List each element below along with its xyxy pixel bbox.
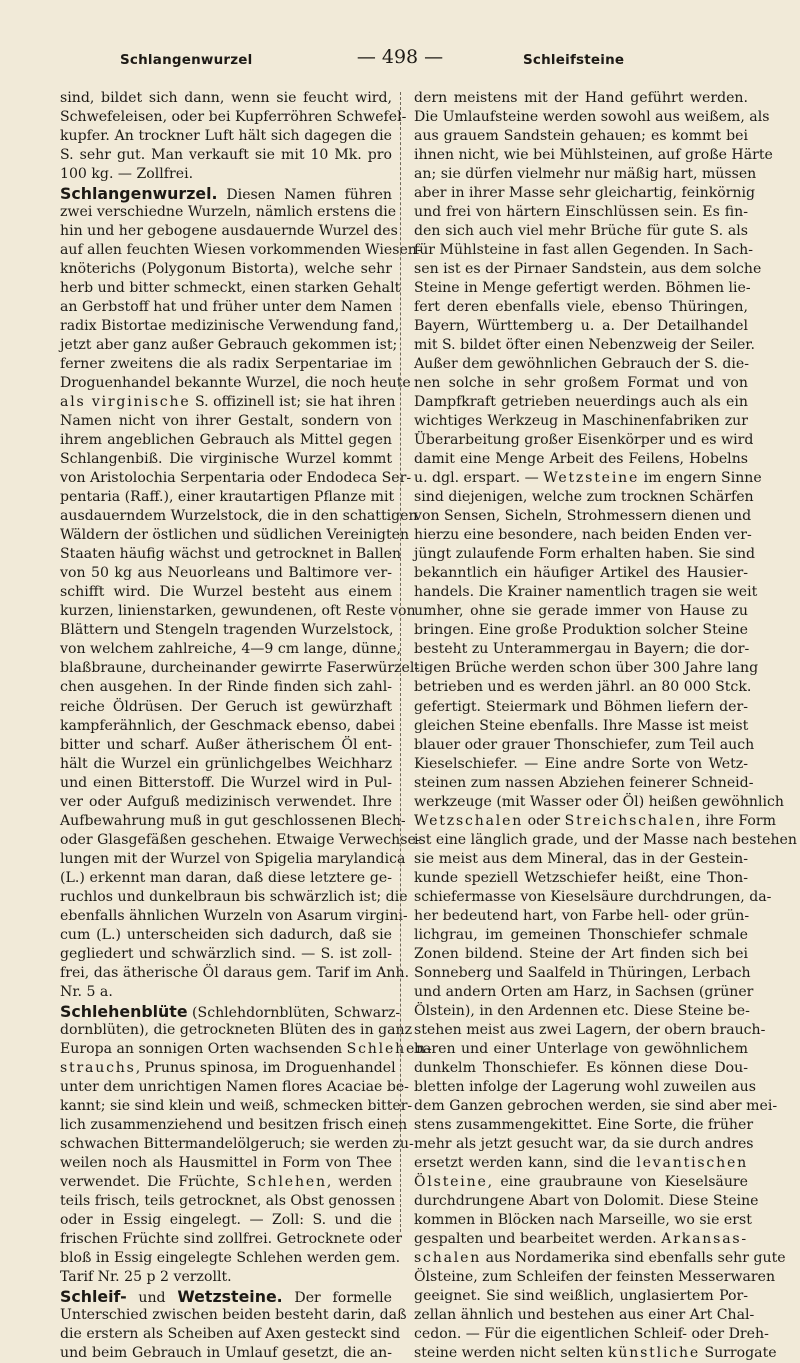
- left-column-line: [60, 450, 392, 469]
- line-text: chen ausgehen. In der Rinde finden sich zahl-: [60, 679, 392, 696]
- spaced-term: Wetzsteine: [543, 470, 640, 487]
- left-column-line: [60, 1268, 392, 1287]
- line-text: frei, das ätherische Öl daraus gem. Tarif im Anh.: [60, 964, 410, 981]
- line-text: Blättern und Stengeln tragenden Wurzelstock,: [60, 622, 394, 639]
- line-text: S. sehr gut. Man verkauft sie mit 10 Mk. pro: [60, 147, 392, 164]
- right-column-line: [414, 203, 748, 222]
- right-column-line: [414, 1135, 754, 1154]
- left-column-line: [60, 222, 398, 241]
- line-text: verwendet. Die Früchte,: [60, 1173, 247, 1190]
- left-column-line: [60, 583, 392, 602]
- left-column-line: [60, 336, 398, 355]
- line-text: lungen mit der Wurzel von Spigelia marylandica: [60, 850, 406, 867]
- right-column-line: [414, 545, 756, 564]
- line-text: (L.) erkennt man daran, daß diese letztere ge-: [60, 869, 392, 886]
- line-text: steine werden nicht selten: [414, 1345, 609, 1362]
- left-column-line: [60, 678, 392, 697]
- left-column-line: [60, 1211, 392, 1230]
- right-column-line: [414, 1249, 786, 1268]
- left-column-line: [60, 279, 401, 298]
- line-text: 100 kg. — Zollfrei.: [60, 166, 194, 183]
- left-column-line: [60, 526, 410, 545]
- line-text: knöterichs (Polygonum Bistorta), welche sehr: [60, 261, 392, 278]
- line-text: Surrogate: [699, 1345, 777, 1362]
- left-column-line: [60, 1192, 396, 1211]
- line-text: im engern Sinne: [639, 470, 762, 487]
- line-text: betrieben und es werden jährl. an 80 000 Stck.: [414, 679, 752, 696]
- right-column-line: [414, 374, 748, 393]
- spaced-term: Streichschalen: [564, 812, 697, 829]
- line-text: , ihre Form: [696, 812, 776, 829]
- right-column-line: [414, 108, 770, 127]
- right-column-line: [414, 526, 752, 545]
- left-column-line: [60, 1021, 413, 1040]
- line-text: dem Ganzen gebrochen werden, sie sind aber mei-: [414, 1097, 778, 1114]
- spaced-term: Arkansas-: [661, 1230, 748, 1247]
- right-column-line: [414, 1344, 777, 1363]
- line-text: bletten infolge der Lagerung wohl zuweilen aus: [414, 1078, 756, 1095]
- line-text: bringen. Eine große Produktion solcher Steine: [414, 622, 748, 639]
- left-column-line: [60, 869, 392, 888]
- right-column-line: [414, 1192, 759, 1211]
- left-column-line: [60, 1154, 392, 1173]
- right-column-line: [414, 355, 748, 374]
- line-text: und: [126, 1289, 178, 1306]
- line-text: mit S. bildet öfter einen Nebenzweig der Seiler.: [414, 337, 755, 354]
- right-column-line: [414, 945, 748, 964]
- right-column-line: [414, 1154, 748, 1173]
- right-column-line: [414, 184, 756, 203]
- right-column-line: [414, 1040, 748, 1059]
- right-column-line: [414, 412, 748, 431]
- line-text: ihrem angeblichen Gebrauch als Mittel gegen: [60, 432, 392, 449]
- line-text: Ölsteine, zum Schleifen der feinsten Messerwaren: [414, 1268, 776, 1285]
- right-column-line: [414, 812, 776, 831]
- line-text: kunde speziell Wetzschiefer heißt, eine Thon-: [414, 869, 748, 886]
- line-text: dern meistens mit der Hand geführt werden.: [414, 90, 748, 106]
- right-column-line: [414, 888, 772, 907]
- left-column-line: [60, 1001, 401, 1021]
- left-column-line: [60, 412, 392, 431]
- left-column-line: [60, 1135, 414, 1154]
- left-column-line: [60, 755, 392, 774]
- left-column-line: [60, 640, 401, 659]
- left-column-line: [60, 1078, 409, 1097]
- line-text: fert deren ebenfalls viele, ebenso Thüringen,: [414, 299, 748, 316]
- left-column-line: [60, 1230, 403, 1249]
- line-text: handels. Die Krainer namentlich tragen sie weit: [414, 584, 758, 601]
- line-text: kupfer. An trockner Luft hält sich dagegen die: [60, 128, 392, 145]
- left-column-line: [60, 659, 420, 678]
- right-column-line: [414, 640, 748, 659]
- line-text: stehen meist aus zwei Lagern, der obern brauch-: [414, 1021, 766, 1038]
- line-text: Unterschied zwischen beiden besteht darin, daß: [60, 1307, 407, 1323]
- line-text: von Sensen, Sicheln, Strohmessern dienen und: [414, 508, 752, 525]
- right-column-line: [414, 1287, 748, 1306]
- spaced-term: Ölsteine: [414, 1173, 488, 1190]
- right-column-line: [414, 1002, 748, 1021]
- line-text: damit eine Menge Arbeit des Feilens, Hobelns: [414, 451, 748, 468]
- line-text: Diesen Namen führen: [217, 187, 392, 204]
- line-text: ausdauerndem Wurzelstock, die in den schattigen: [60, 508, 418, 525]
- line-text: weilen noch als Hausmittel in Form von Thee: [60, 1154, 392, 1171]
- left-column-line: [60, 127, 392, 146]
- left-column-line: [60, 507, 418, 526]
- line-text: her bedeutend hart, von Farbe hell- oder grün-: [414, 907, 750, 924]
- left-column-line: [60, 165, 392, 184]
- line-text: Ölstein), in den Ardennen etc. Diese Steine be-: [414, 1002, 750, 1019]
- line-text: mehr als jetzt gesucht war, da sie durch andres: [414, 1135, 754, 1152]
- right-column-line: [414, 298, 748, 317]
- line-text: nen solche in sehr großem Format und von: [414, 375, 748, 392]
- left-column-line: [60, 964, 410, 983]
- line-text: für Mühlsteine in fast allen Gegenden. In Sach-: [414, 242, 753, 259]
- line-text: kurzen, linienstarken, gewundenen, oft Reste von: [60, 603, 416, 620]
- line-text: jetzt aber ganz außer Gebrauch gekommen ist;: [60, 337, 398, 354]
- left-column-line: [60, 393, 396, 412]
- right-column-line: [414, 1116, 754, 1135]
- left-column-line: [60, 317, 400, 336]
- right-column-line: [414, 1021, 766, 1040]
- line-text: sie meist aus dem Mineral, das in der Gestein-: [414, 850, 748, 867]
- line-text: Wäldern der östlichen und südlichen Vereinigten: [60, 527, 410, 544]
- line-text: radix Bistortae medizinische Verwendung fand,: [60, 318, 400, 335]
- left-column-line: [60, 850, 406, 869]
- left-column-line: [60, 1306, 407, 1325]
- left-column-line: [60, 907, 408, 926]
- entry-headword: Schlangenwurzel.: [60, 184, 218, 204]
- line-text: aus grauem Sandstein gehauen; es kommt bei: [414, 128, 748, 145]
- right-column-line: [414, 1173, 748, 1192]
- right-column-line: [414, 850, 748, 869]
- line-text: hierzu eine besondere, nach beiden Enden ver-: [414, 527, 752, 544]
- line-text: cedon. — Für die eigentlichen Schleif- oder Dreh-: [414, 1326, 769, 1343]
- right-column-line: [414, 1211, 752, 1230]
- line-text: baren und einer Unterlage von gewöhnlichem: [414, 1040, 748, 1057]
- spaced-term: als virginische: [60, 394, 191, 411]
- line-text: aus Nordamerika sind ebenfalls sehr gute: [481, 1249, 786, 1266]
- line-text: und andern Orten am Harz, in Sachsen (grüner: [414, 983, 754, 1000]
- left-column-line: [60, 983, 392, 1002]
- line-text: Außer dem gewöhnlichen Gebrauch der S. die-: [414, 356, 749, 373]
- line-text: gespalten und bearbeitet werden.: [414, 1230, 662, 1247]
- line-text: ersetzt werden kann, sind die: [414, 1154, 637, 1171]
- right-column-line: [414, 146, 773, 165]
- left-column-line: [60, 184, 392, 203]
- right-column-line: [414, 869, 748, 888]
- line-text: gefertigt. Steiermark und Böhmen liefern der-: [414, 698, 748, 715]
- line-text: an Gerbstoff hat und früher unter dem Namen: [60, 299, 393, 316]
- line-text: pentaria (Raff.), einer krautartigen Pflanze mit: [60, 489, 395, 506]
- line-text: dornblüten), die getrockneten Blüten des in ganz: [60, 1021, 413, 1038]
- line-text: teils frisch, teils getrocknet, als Obst genossen: [60, 1192, 396, 1209]
- line-text: Droguenhandel bekannte Wurzel, die noch heute: [60, 375, 411, 392]
- line-text: hält die Wurzel ein grünlichgelbes Weichharz: [60, 755, 392, 772]
- line-text: die erstern als Scheiben auf Axen gesteckt sind: [60, 1326, 401, 1343]
- line-text: den sich auch viel mehr Brüche für gute S. als: [414, 223, 748, 240]
- line-text: werkzeuge (mit Wasser oder Öl) heißen gewöhnlich: [414, 793, 784, 810]
- line-text: reiche Öldrüsen. Der Geruch ist gewürzhaft: [60, 698, 392, 715]
- left-column-line: [60, 945, 392, 964]
- right-column-line: [414, 926, 748, 945]
- line-text: an; sie dürfen vielmehr nur mäßig hart, müssen: [414, 166, 757, 183]
- right-column-line: [414, 488, 754, 507]
- right-column-line: [414, 1059, 748, 1078]
- left-column-line: [60, 374, 411, 393]
- right-column-line: [414, 1078, 756, 1097]
- entry-headword: Wetzsteine.: [177, 1286, 283, 1306]
- line-text: S. offizinell ist; sie hat ihren: [190, 394, 396, 411]
- line-text: blaßbraune, durcheinander gewirrte Faserwürzel-: [60, 660, 420, 677]
- right-column-line: [414, 793, 784, 812]
- left-column-line: [60, 736, 392, 755]
- left-column-line: [60, 1116, 408, 1135]
- line-text: hin und her gebogene ausdauernde Wurzel des: [60, 223, 398, 240]
- header-left-word: Schlangenwurzel: [120, 52, 253, 68]
- header-right-word: Schleifsteine: [523, 52, 625, 68]
- line-text: Europa an sonnigen Orten wachsenden: [60, 1040, 347, 1057]
- right-column-line: [414, 678, 752, 697]
- left-column-line: [60, 793, 392, 812]
- right-column-line: [414, 1325, 769, 1344]
- line-text: Dampfkraft getrieben neuerdings auch als ein: [414, 394, 748, 411]
- right-column-line: [414, 1306, 755, 1325]
- line-text: (Schlehdornblüten, Schwarz-: [187, 1004, 401, 1021]
- left-column-line: [60, 774, 392, 793]
- line-text: ist eine länglich grade, und der Masse nach bestehen: [414, 831, 797, 848]
- line-text: gegliedert und schwärzlich sind. — S. ist zoll-: [60, 945, 392, 962]
- line-text: sind, bildet sich dann, wenn sie feucht wird,: [60, 90, 392, 106]
- line-text: aber in ihrer Masse sehr gleichartig, feinkörnig: [414, 185, 756, 202]
- left-column-line: [60, 1287, 392, 1306]
- left-column-line: [60, 926, 392, 945]
- right-column-line: [414, 450, 748, 469]
- left-column-line: [60, 831, 421, 850]
- line-text: dunkelm Thonschiefer. Es können diese Dou-: [414, 1059, 748, 1076]
- right-column-line: [414, 431, 754, 450]
- line-text: u. dgl. erspart. —: [414, 470, 544, 487]
- line-text: lichgrau, im gemeinen Thonschiefer schmale: [414, 926, 748, 943]
- left-column-line: [60, 1173, 392, 1192]
- spaced-term: künstliche: [608, 1345, 700, 1362]
- left-column-line: [60, 146, 392, 165]
- right-column-line: [414, 774, 754, 793]
- line-text: und frei von härtern Einschlüssen sein. Es fin-: [414, 204, 748, 221]
- line-text: cum (L.) unterscheiden sich dadurch, daß sie: [60, 926, 392, 943]
- line-text: , Prunus spinosa, im Droguenhandel: [135, 1059, 396, 1076]
- line-text: oder: [523, 812, 565, 829]
- left-column-line: [60, 1059, 396, 1078]
- left-column-line: [60, 1249, 401, 1268]
- right-column-line: [414, 393, 748, 412]
- line-text: Aufbewahrung muß in gut geschlossenen Blech-: [60, 812, 406, 829]
- spaced-term: schalen: [414, 1249, 482, 1266]
- right-column-line: [414, 1097, 778, 1116]
- line-text: bitter und scharf. Außer ätherischem Öl ent-: [60, 736, 392, 753]
- line-text: und einen Bitterstoff. Die Wurzel wird in Pul-: [60, 774, 392, 791]
- column-divider: [400, 92, 402, 1232]
- right-column-line: [414, 907, 748, 926]
- line-text: lich zusammenziehend und besitzen frisch einen: [60, 1116, 408, 1133]
- right-column-line: [414, 469, 762, 488]
- line-text: stens zusammengekittet. Eine Sorte, die früher: [414, 1116, 754, 1133]
- line-text: Tarif Nr. 25 p 2 verzollt.: [60, 1268, 232, 1285]
- line-text: Kieselschiefer. — Eine andre Sorte von Wetz-: [414, 755, 748, 772]
- line-text: Bayern, Württemberg u. a. Der Detailhandel: [414, 318, 748, 335]
- line-text: bekanntlich ein häufiger Artikel des Hausier-: [414, 565, 748, 582]
- right-column-line: [414, 1230, 748, 1249]
- line-text: Zonen bildend. Steine der Art finden sich bei: [414, 945, 748, 962]
- left-column-line: [60, 545, 402, 564]
- line-text: herb und bitter schmeckt, einen starken Gehalt: [60, 280, 401, 297]
- line-text: , eine graubraune von Kieselsäure: [487, 1173, 748, 1190]
- left-column-line: [60, 241, 422, 260]
- right-column-line: [414, 583, 758, 602]
- line-text: Nr. 5 a.: [60, 983, 113, 1000]
- right-column-line: [414, 831, 797, 850]
- line-text: kannt; sie sind klein und weiß, schmecken bitter-: [60, 1097, 413, 1114]
- line-text: Steine in Menge gefertigt werden. Böhmen lie-: [414, 280, 751, 297]
- line-text: Überarbeitung großer Eisenkörper und es wird: [414, 432, 754, 449]
- line-text: und beim Gebrauch in Umlauf gesetzt, die an-: [60, 1345, 392, 1362]
- left-column-line: [60, 717, 395, 736]
- right-column-line: [414, 127, 748, 146]
- line-text: , werden: [326, 1173, 392, 1190]
- left-column-line: [60, 1040, 434, 1059]
- line-text: Sonneberg und Saalfeld in Thüringen, Lerbach: [414, 964, 751, 981]
- right-column-line: [414, 336, 755, 355]
- line-text: ihnen nicht, wie bei Mühlsteinen, auf große Härte: [414, 147, 773, 164]
- left-column-line: [60, 108, 407, 127]
- line-text: kampferähnlich, der Geschmack ebenso, dabei: [60, 717, 395, 734]
- line-text: kommen in Blöcken nach Marseille, wo sie erst: [414, 1211, 752, 1228]
- left-column-line: [60, 1344, 392, 1363]
- line-text: ruchlos und dunkelbraun bis schwärzlich ist; die: [60, 888, 408, 905]
- left-column-line: [60, 355, 392, 374]
- right-column-line: [414, 659, 759, 678]
- left-column-line: [60, 564, 392, 583]
- left-column-line: [60, 298, 392, 317]
- right-column-line: [414, 241, 753, 260]
- line-text: schifft wird. Die Wurzel besteht aus einem: [60, 584, 392, 601]
- line-text: jüngt zulaufende Form erhalten haben. Sie sind: [414, 546, 756, 563]
- right-column-line: [414, 507, 752, 526]
- left-column-line: [60, 469, 412, 488]
- left-column-line: [60, 621, 392, 640]
- line-text: von Aristolochia Serpentaria oder Endodeca Ser-: [60, 470, 412, 487]
- right-column-line: [414, 279, 751, 298]
- right-column-line: [414, 317, 748, 336]
- left-column-line: [60, 888, 408, 907]
- line-text: wichtiges Werkzeug in Maschinenfabriken zur: [414, 413, 748, 430]
- line-text: frischen Früchte sind zollfrei. Getrocknete oder: [60, 1230, 403, 1247]
- line-text: Der formelle: [282, 1289, 393, 1306]
- left-column-line: [60, 602, 416, 621]
- right-column-line: [414, 755, 748, 774]
- line-text: durchdrungene Abart von Dolomit. Diese Steine: [414, 1192, 759, 1209]
- line-text: sen ist es der Pirnaer Sandstein, aus dem solche: [414, 261, 762, 278]
- line-text: Schwefeleisen, oder bei Kupferröhren Schwefel-: [60, 109, 407, 126]
- right-column-line: [414, 983, 754, 1002]
- line-text: besteht zu Unterammergau in Bayern; die dor-: [414, 641, 750, 658]
- left-column-line: [60, 698, 392, 717]
- line-text: Schlangenbiß. Die virginische Wurzel kommt: [60, 451, 392, 468]
- right-column-line: [414, 736, 755, 755]
- right-column-line: [414, 89, 748, 108]
- line-text: Die Umlaufsteine werden sowohl aus weißem, als: [414, 109, 770, 126]
- left-column-line: [60, 812, 406, 831]
- line-text: auf allen feuchten Wiesen vorkommenden Wiesen-: [60, 242, 422, 259]
- spaced-term: Schlehen-: [346, 1040, 434, 1057]
- right-column: [414, 89, 797, 1363]
- line-text: geeignet. Sie sind weißlich, unglasiertem Por-: [414, 1287, 748, 1304]
- line-text: oder in Essig eingelegt. — Zoll: S. und die: [60, 1211, 392, 1228]
- line-text: ferner zweitens die als radix Serpentariae im: [60, 356, 392, 373]
- line-text: gleichen Steine ebenfalls. Ihre Masse ist meist: [414, 717, 749, 734]
- line-text: bloß in Essig eingelegte Schlehen werden gem.: [60, 1249, 401, 1266]
- line-text: blauer oder grauer Thonschiefer, zum Teil auch: [414, 736, 755, 753]
- right-column-line: [414, 698, 748, 717]
- spaced-term: levantischen: [636, 1154, 748, 1171]
- entry-headword: Schlehenblüte: [60, 1001, 188, 1021]
- page-number: — 498 —: [356, 46, 444, 68]
- line-text: zellan ähnlich und bestehen aus einer Art Chal-: [414, 1307, 755, 1323]
- line-text: tigen Brüche werden schon über 300 Jahre lang: [414, 660, 759, 677]
- line-text: von 50 kg aus Neuorleans und Baltimore ver-: [60, 565, 392, 582]
- line-text: Staaten häufig wächst und getrocknet in Ballen: [60, 546, 402, 563]
- left-column-line: [60, 1325, 401, 1344]
- line-text: Namen nicht von ihrer Gestalt, sondern von: [60, 413, 392, 430]
- line-text: sind diejenigen, welche zum trocknen Schärfen: [414, 489, 754, 506]
- line-text: steinen zum nassen Abziehen feinerer Schneid-: [414, 774, 754, 791]
- right-column-line: [414, 621, 748, 640]
- left-column-line: [60, 260, 392, 279]
- left-column-line: [60, 488, 395, 507]
- spaced-term: strauchs: [60, 1059, 136, 1076]
- right-column-line: [414, 964, 751, 983]
- line-text: ver oder Aufguß medizinisch verwendet. Ihre: [60, 793, 392, 810]
- right-column-line: [414, 165, 757, 184]
- left-column-line: [60, 431, 392, 450]
- line-text: unter dem unrichtigen Namen flores Acaciae be-: [60, 1078, 409, 1095]
- line-text: umher, ohne sie gerade immer von Hause zu: [414, 603, 748, 620]
- line-text: zwei verschiedne Wurzeln, nämlich erstens die: [60, 204, 397, 221]
- line-text: schiefermasse von Kieselsäure durchdrungen, da-: [414, 888, 772, 905]
- right-column-line: [414, 260, 762, 279]
- entry-headword: Schleif-: [60, 1286, 127, 1306]
- left-column: [60, 89, 434, 1363]
- right-column-line: [414, 602, 748, 621]
- running-header: [0, 46, 800, 76]
- line-text: oder Glasgefäßen geschehen. Etwaige Verwechse-: [60, 831, 421, 848]
- left-column-line: [60, 1097, 413, 1116]
- left-column-line: [60, 203, 397, 222]
- line-text: ebenfalls ähnlichen Wurzeln von Asarum virgini-: [60, 907, 408, 924]
- line-text: von welchem zahlreiche, 4—9 cm lange, dünne,: [60, 641, 401, 658]
- right-column-line: [414, 222, 748, 241]
- right-column-line: [414, 1268, 776, 1287]
- spaced-term: Schlehen: [246, 1173, 327, 1190]
- left-column-line: [60, 89, 392, 108]
- line-text: schwachen Bittermandelölgeruch; sie werden zu-: [60, 1135, 414, 1152]
- right-column-line: [414, 564, 748, 583]
- right-column-line: [414, 717, 748, 736]
- spaced-term: Wetzschalen: [414, 812, 524, 829]
